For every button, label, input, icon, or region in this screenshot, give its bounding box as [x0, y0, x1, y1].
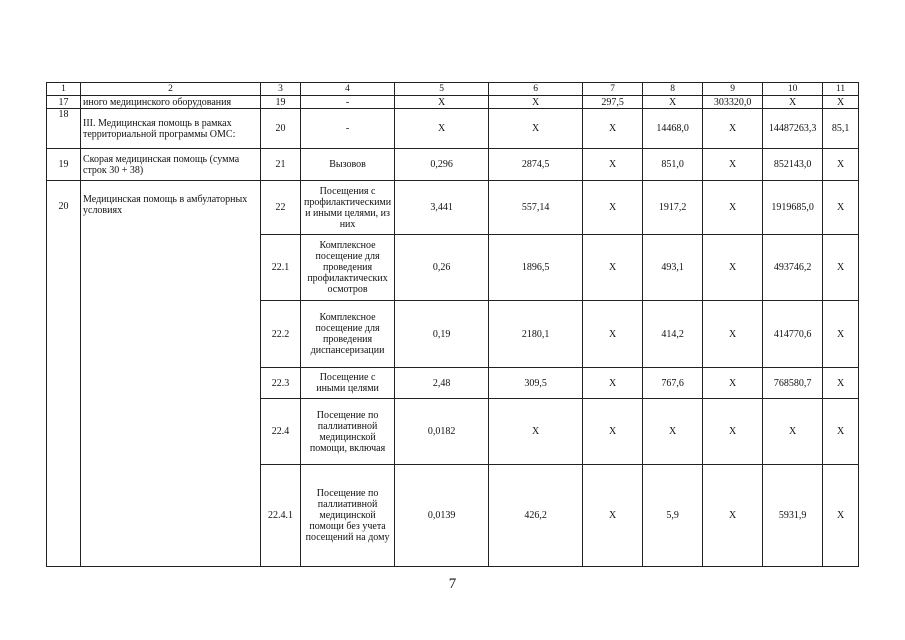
value-cell: X — [703, 465, 763, 567]
value-cell: X — [583, 149, 643, 181]
value-cell: 1896,5 — [489, 235, 583, 301]
column-header: 9 — [703, 83, 763, 96]
value-cell: X — [583, 301, 643, 368]
value-cell: X — [823, 96, 859, 109]
value-cell: X — [583, 109, 643, 149]
column-header: 4 — [301, 83, 395, 96]
unit-cell: Посещения с профилактическими и иными целями, из них — [301, 181, 395, 235]
value-cell: X — [823, 235, 859, 301]
value-cell: 414,2 — [643, 301, 703, 368]
column-header: 1 — [47, 83, 81, 96]
unit-cell: Посещение по паллиативной медицинской помощи без учета посещений на дому — [301, 465, 395, 567]
value-cell: X — [703, 181, 763, 235]
value-cell: X — [823, 399, 859, 465]
page-number: 7 — [448, 576, 457, 592]
value-cell: X — [823, 149, 859, 181]
row-number: 17 — [47, 96, 81, 109]
row-code: 22.2 — [261, 301, 301, 368]
value-cell: X — [395, 109, 489, 149]
row-code: 22 — [261, 181, 301, 235]
data-table — [46, 82, 859, 567]
header-row — [47, 83, 859, 96]
value-cell: X — [489, 109, 583, 149]
unit-cell: - — [301, 96, 395, 109]
value-cell: X — [583, 465, 643, 567]
value-cell: X — [763, 96, 823, 109]
value-cell: 85,1 — [823, 109, 859, 149]
row-number: 19 — [47, 149, 81, 181]
value-cell: 851,0 — [643, 149, 703, 181]
value-cell: 0,296 — [395, 149, 489, 181]
value-cell: X — [489, 96, 583, 109]
value-cell: 414770,6 — [763, 301, 823, 368]
row-code: 22.3 — [261, 368, 301, 399]
value-cell: X — [823, 181, 859, 235]
row-name: Скорая медицинская помощь (сумма строк 30 + 38) — [81, 149, 261, 181]
value-cell: X — [763, 399, 823, 465]
value-cell: 5,9 — [643, 465, 703, 567]
column-header: 6 — [489, 83, 583, 96]
value-cell: X — [583, 181, 643, 235]
value-cell: 0,26 — [395, 235, 489, 301]
value-cell: X — [489, 399, 583, 465]
row-name: III. Медицинская помощь в рамках территориальной программы ОМС: — [81, 109, 261, 149]
row-code: 22.4.1 — [261, 465, 301, 567]
unit-cell: Комплексное посещение для проведения профилактических осмотров — [301, 235, 395, 301]
column-header: 10 — [763, 83, 823, 96]
value-cell: 14487263,3 — [763, 109, 823, 149]
column-header: 8 — [643, 83, 703, 96]
value-cell: X — [823, 301, 859, 368]
value-cell: 0,0182 — [395, 399, 489, 465]
value-cell: X — [703, 399, 763, 465]
value-cell: 297,5 — [583, 96, 643, 109]
value-cell: 426,2 — [489, 465, 583, 567]
value-cell: X — [823, 368, 859, 399]
column-header: 2 — [81, 83, 261, 96]
column-header: 7 — [583, 83, 643, 96]
value-cell: 0,0139 — [395, 465, 489, 567]
value-cell: X — [703, 149, 763, 181]
row-number: 18 — [47, 109, 81, 149]
row-code: 19 — [261, 96, 301, 109]
unit-cell: Посещение с иными целями — [301, 368, 395, 399]
value-cell: 852143,0 — [763, 149, 823, 181]
unit-cell: Вызовов — [301, 149, 395, 181]
column-header: 3 — [261, 83, 301, 96]
value-cell: X — [703, 368, 763, 399]
value-cell: 303320,0 — [703, 96, 763, 109]
value-cell: X — [583, 235, 643, 301]
unit-cell: Комплексное посещение для проведения диспансеризации — [301, 301, 395, 368]
value-cell: X — [643, 399, 703, 465]
row-name: иного медицинского оборудования — [81, 96, 261, 109]
row-code: 22.1 — [261, 235, 301, 301]
value-cell: X — [643, 96, 703, 109]
value-cell: 309,5 — [489, 368, 583, 399]
table-row-18 — [47, 109, 859, 149]
column-header: 11 — [823, 83, 859, 96]
table-row-19 — [47, 149, 859, 181]
row-code: 20 — [261, 109, 301, 149]
value-cell: X — [583, 368, 643, 399]
column-header: 5 — [395, 83, 489, 96]
value-cell: 557,14 — [489, 181, 583, 235]
row-code: 22.4 — [261, 399, 301, 465]
value-cell: 1917,2 — [643, 181, 703, 235]
value-cell: 0,19 — [395, 301, 489, 368]
row-number: 20 — [47, 181, 81, 567]
value-cell: 14468,0 — [643, 109, 703, 149]
row-code: 21 — [261, 149, 301, 181]
value-cell: X — [395, 96, 489, 109]
table-row-17 — [47, 96, 859, 109]
value-cell: 5931,9 — [763, 465, 823, 567]
value-cell: X — [583, 399, 643, 465]
value-cell: 493,1 — [643, 235, 703, 301]
value-cell: 493746,2 — [763, 235, 823, 301]
unit-cell: - — [301, 109, 395, 149]
table-row-20 — [47, 181, 859, 235]
value-cell: 1919685,0 — [763, 181, 823, 235]
unit-cell: Посещение по паллиативной медицинской помощи, включая — [301, 399, 395, 465]
value-cell: X — [703, 235, 763, 301]
value-cell: X — [703, 301, 763, 368]
value-cell: 768580,7 — [763, 368, 823, 399]
row-name: Медицинская помощь в амбулаторных условиях — [81, 181, 261, 567]
value-cell: 2874,5 — [489, 149, 583, 181]
value-cell: 3,441 — [395, 181, 489, 235]
value-cell: X — [823, 465, 859, 567]
value-cell: X — [703, 109, 763, 149]
value-cell: 2180,1 — [489, 301, 583, 368]
value-cell: 2,48 — [395, 368, 489, 399]
value-cell: 767,6 — [643, 368, 703, 399]
